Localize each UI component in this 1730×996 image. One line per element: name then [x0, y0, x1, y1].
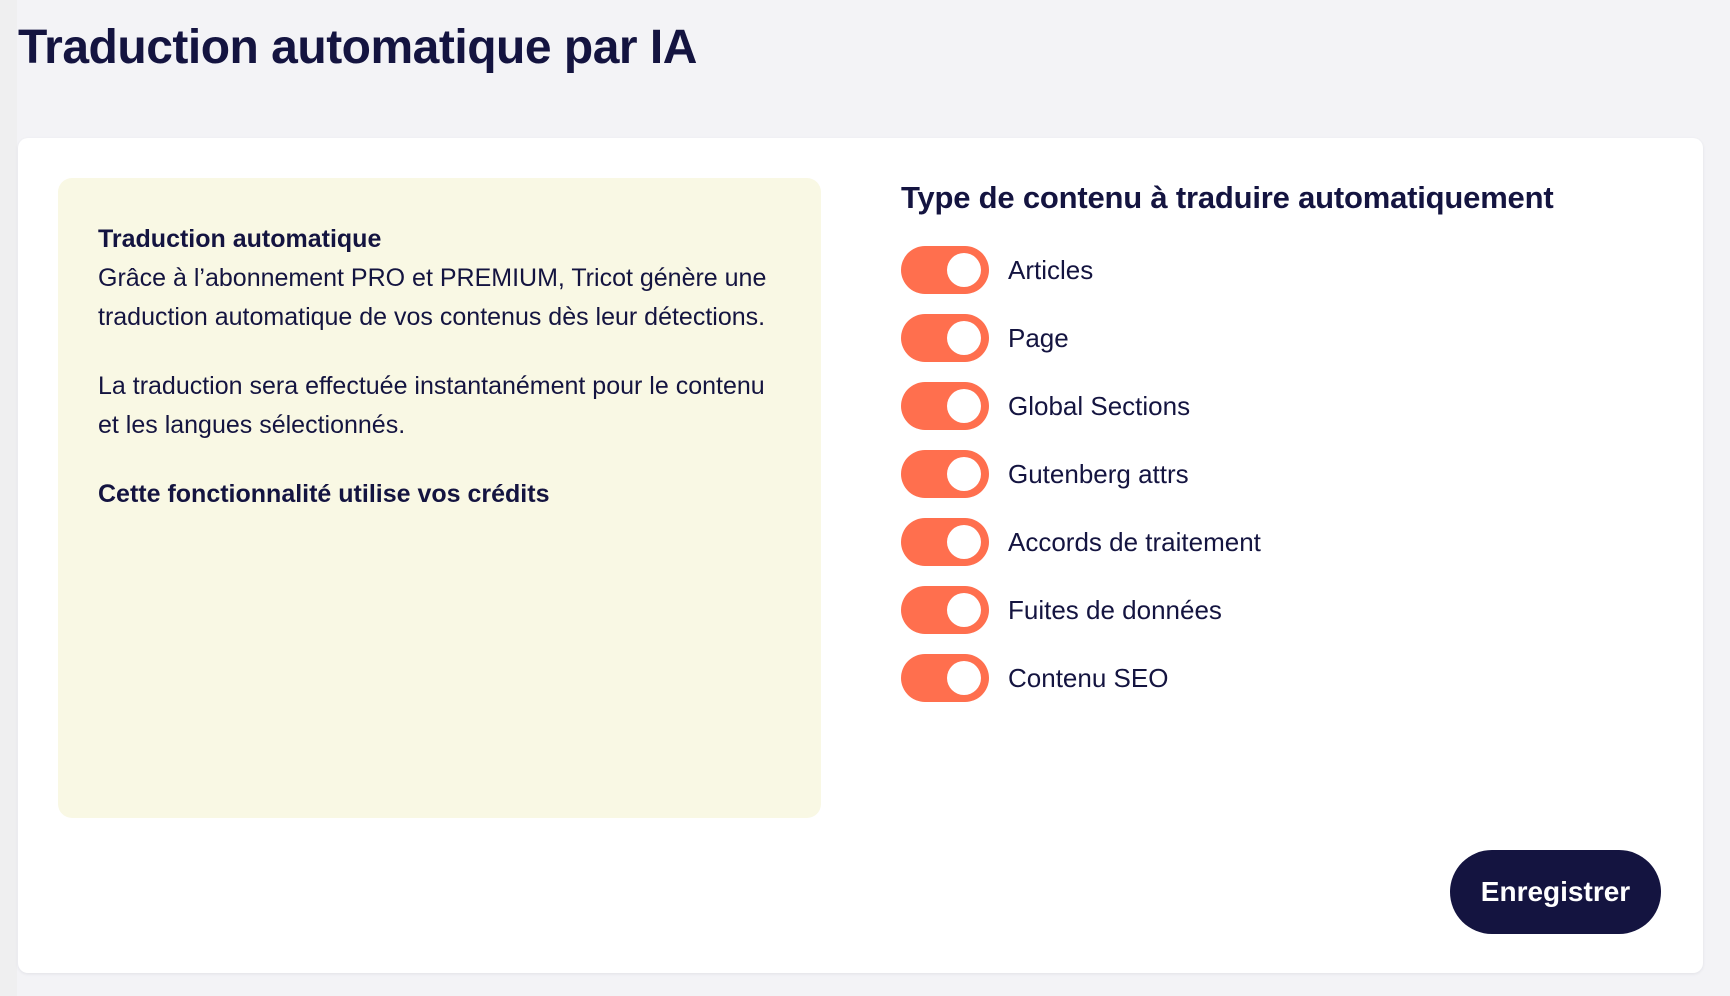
toggle-row-gutenberg-attrs[interactable]: [901, 450, 1553, 498]
toggle-label: Page: [1008, 322, 1069, 353]
toggle-row-global-sections[interactable]: [901, 382, 1553, 430]
toggle-switch-contenu-seo[interactable]: [901, 654, 989, 702]
toggle-label: Gutenberg attrs: [1008, 458, 1189, 489]
info-box: [58, 178, 821, 818]
toggle-label: Contenu SEO: [1008, 662, 1169, 693]
toggle-list: [901, 246, 1553, 702]
content-types-section: [901, 178, 1553, 722]
credits-note: Cette fonctionnalité utilise vos crédits: [98, 480, 550, 508]
info-paragraph-1: Grâce à l’abonnement PRO et PREMIUM, Tricot génère une traduction automatique de vos contenus dès leur détections.: [98, 264, 767, 331]
toggle-row-accords-de-traitement[interactable]: [901, 518, 1553, 566]
section-title: Type de contenu à traduire automatiquement: [901, 180, 1554, 215]
toggle-switch-page[interactable]: [901, 314, 989, 362]
save-button[interactable]: Enregistrer: [1450, 850, 1661, 934]
page-title: Traduction automatique par IA: [18, 21, 697, 74]
toggle-knob: [947, 661, 981, 695]
toggle-row-page[interactable]: [901, 314, 1553, 362]
toggle-row-articles[interactable]: [901, 246, 1553, 294]
toggle-knob: [947, 389, 981, 423]
toggle-knob: [947, 457, 981, 491]
toggle-label: Articles: [1008, 254, 1094, 285]
toggle-label: Fuites de données: [1008, 594, 1222, 625]
toggle-knob: [947, 525, 981, 559]
toggle-switch-global-sections[interactable]: [901, 382, 989, 430]
toggle-knob: [947, 593, 981, 627]
toggle-switch-accords-de-traitement[interactable]: [901, 518, 989, 566]
info-intro: [98, 220, 781, 337]
toggle-row-fuites-de-donnees[interactable]: [901, 586, 1553, 634]
toggle-row-contenu-seo[interactable]: [901, 654, 1553, 702]
left-edge-strip: [0, 0, 17, 996]
toggle-switch-articles[interactable]: [901, 246, 989, 294]
toggle-switch-gutenberg-attrs[interactable]: [901, 450, 989, 498]
settings-card: [18, 138, 1703, 973]
info-paragraph-2: La traduction sera effectuée instantanément pour le contenu et les langues sélectionnés.: [98, 372, 765, 439]
toggle-knob: [947, 321, 981, 355]
toggle-label: Accords de traitement: [1008, 526, 1261, 557]
toggle-knob: [947, 253, 981, 287]
toggle-switch-fuites-de-donnees[interactable]: [901, 586, 989, 634]
info-heading: Traduction automatique: [98, 225, 382, 253]
toggle-label: Global Sections: [1008, 390, 1191, 421]
